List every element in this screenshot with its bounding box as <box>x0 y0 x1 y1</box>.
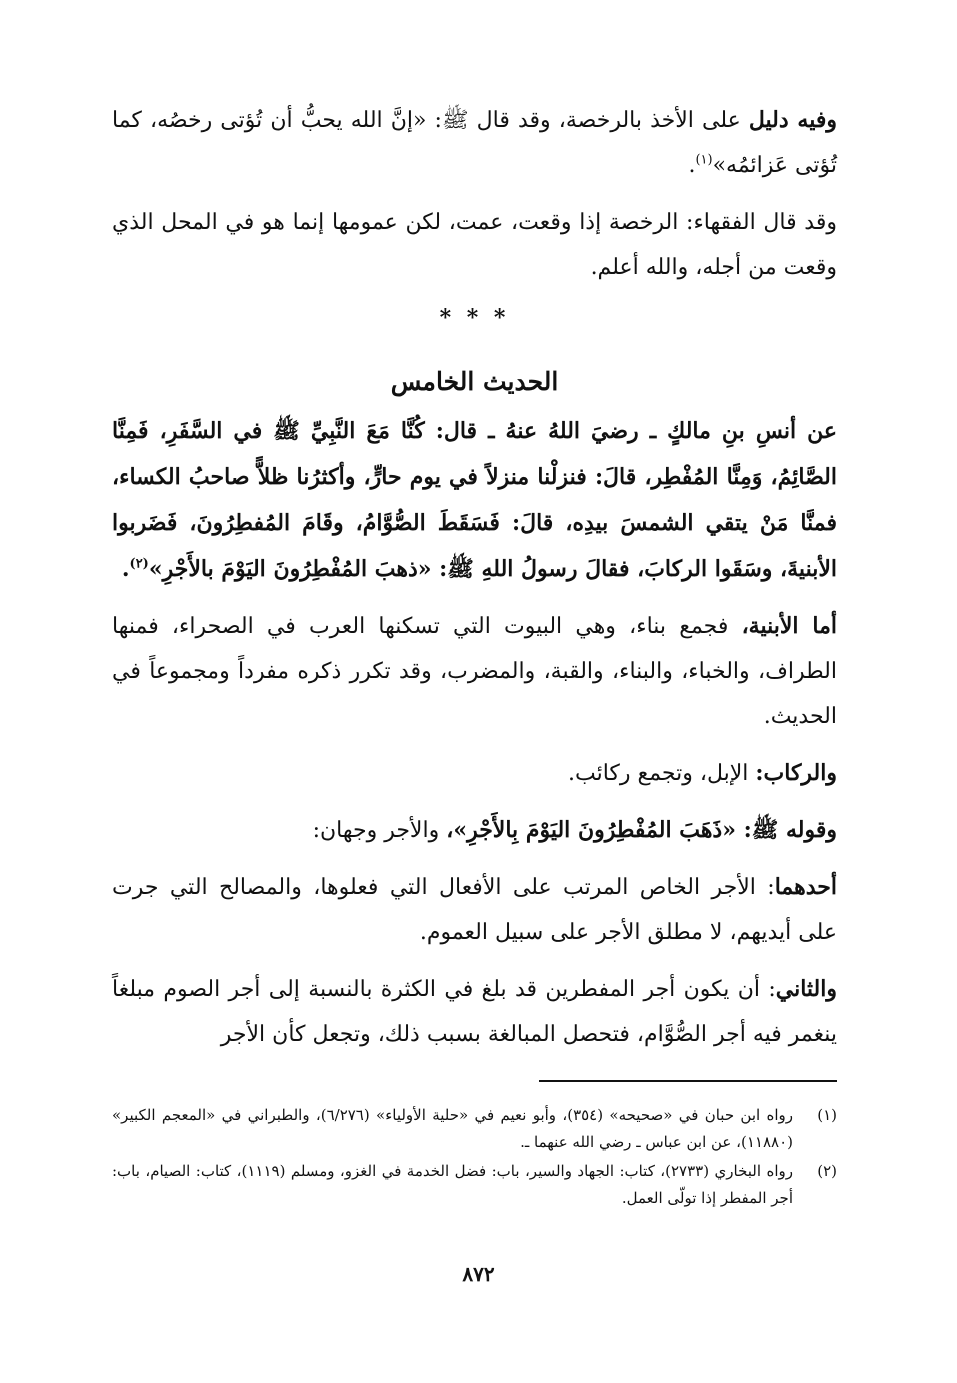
page-number: ٨٧٢ <box>462 1262 495 1286</box>
section-separator: * * * <box>439 305 510 331</box>
commentary-text: والأجر وجهان: <box>312 818 447 843</box>
paragraph-lead: وفيه دليل <box>748 107 837 133</box>
footnote-divider <box>539 1080 837 1082</box>
commentary-text: : أن يكون أجر المفطرين قد بلغ في الكثرة بالنسبة إلى أجر الصوم مبلغاً ينغمر فيه أجر الصُّوَّام، فتحصل المبالغة بسبب ذلك، وتجعل كأن الأجر <box>112 977 837 1047</box>
footnote-ref-2[interactable]: (٢) <box>129 556 149 572</box>
commentary-rikab <box>112 751 837 796</box>
footnote-text: رواه ابن حبان في «صحيحه» (٣٥٤)، وأبو نعيم في «حلية الأولياء» (٦/٢٧٦)، والطبراني في «المعجم الكبير» (١١٨٨٠)، عن ابن عباس ـ رضي الله عنهما ـ. <box>112 1106 794 1151</box>
page-body <box>112 98 837 1057</box>
section-heading: الحديث الخامس <box>390 367 559 396</box>
footnote-text: رواه البخاري (٢٧٣٣)، كتاب: الجهاد والسير، باب: فضل الخدمة في الغزو، ومسلم (١١١٩)، كتاب: الصيام، باب: أجر المفطر إذا تولّى العمل. <box>112 1162 793 1207</box>
commentary-lead: والركاب: <box>755 760 837 786</box>
paragraph-rukhsa <box>112 98 837 188</box>
hadith-body: عن أنسِ بنِ مالكٍ ـ رضيَ اللهُ عنهُ ـ قال: كُنَّا مَعَ النَّبِيِّ ﷺ في السَّفَرِ، فَمِنَّا الصَّائِمُ، وَمِنَّا المُفْطِر، قالَ: فنزلْنا منزلاً في يوم حارٍّ، وأكثرُنا ظلاًّ صاحبُ الكساء، فمنَّا مَنْ يتقي الشمسَ بيدِه، قالَ: فَسَقَطَ الصُّوَّامُ، وقَامَ المُفطِرُونَ، فَضَربوا الأبنيةَ، وسَقَوا الركابَ، فقالَ رسولُ اللهِ ﷺ: «ذهبَ المُفْطِرُونَ اليَوْمَ بالأَجْرِ» <box>112 418 837 582</box>
footnote-item <box>112 1102 837 1156</box>
hadith-end: . <box>121 556 130 582</box>
commentary-abniya <box>112 604 837 739</box>
paragraph-fuqaha: وقد قال الفقهاء: الرخصة إذا وقعت، عمت، لكن عمومها إنما هو في المحل الذي وقعت من أجله، والله أعلم. <box>112 210 837 280</box>
commentary-text: الإبل، وتجمع ركائب. <box>567 761 756 786</box>
footnote-item <box>112 1158 837 1212</box>
commentary-first-aspect <box>112 865 837 955</box>
commentary-qawluhu <box>112 808 837 853</box>
footnote-ref-1[interactable]: (١) <box>695 152 713 168</box>
commentary-text: فجمع بناء، وهي البيوت التي تسكنها العرب في الصحراء، فمنها الطراف، والخباء، والبناء، والقبة، والمضرب، وقد تكرر ذكره مفرداً ومجموعاً في الحديث. <box>112 614 837 729</box>
commentary-lead: والثاني <box>775 976 837 1002</box>
commentary-second-aspect <box>112 967 837 1057</box>
commentary-lead: وقوله ﷺ: «ذَهَبَ المُفْطِرُونَ اليَوْمَ بِالأَجْرِ»، <box>446 817 837 843</box>
commentary-lead: أما الأبنية، <box>741 613 837 639</box>
hadith-text <box>112 408 837 592</box>
paragraph-text: على الأخذ بالرخصة، وقد قال ﷺ: «إنَّ الله يحبُّ أن تُؤتى رخصُه، كما تُؤتى عَزائمُه» <box>112 108 837 178</box>
paragraph-end: . <box>688 153 696 178</box>
footnotes <box>112 1102 837 1214</box>
footnote-number: (١) <box>817 1106 837 1124</box>
footnote-number: (٢) <box>817 1162 837 1180</box>
commentary-lead: أحدهما <box>774 874 837 900</box>
commentary-text: : الأجر الخاص المرتب على الأفعال التي فعلوها، والمصالح التي جرت على أيديهم، لا مطلق الأجر على سبيل العموم. <box>112 875 837 945</box>
